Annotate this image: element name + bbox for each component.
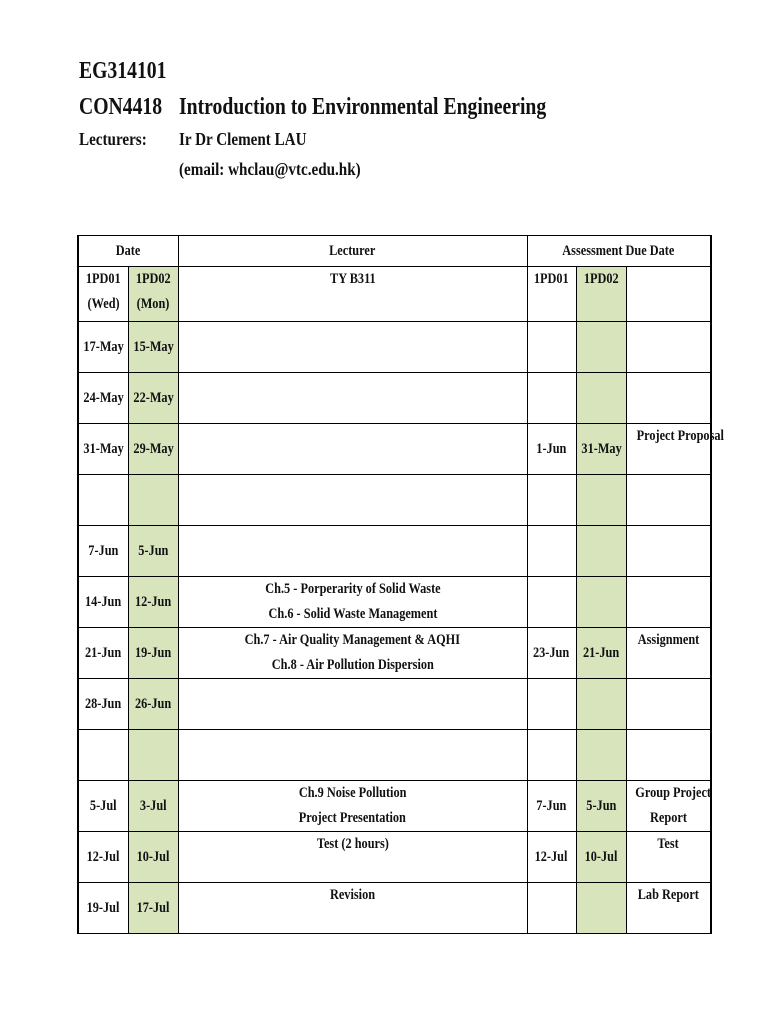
date-1pd02: 3-Jul	[139, 797, 167, 814]
course-code-1: EG314101	[79, 58, 167, 84]
date-1pd01: 19-Jul	[86, 899, 120, 916]
lecture-topic: Project Presentation	[298, 810, 407, 826]
assessment-item: Assignment	[637, 632, 700, 648]
date-1pd02: 22-May	[132, 389, 174, 406]
course-code-primary	[79, 58, 166, 85]
due-date-1pd01: 7-Jun	[536, 797, 567, 814]
group1-day: (Wed)	[87, 296, 120, 312]
date-1pd01: 21-Jun	[85, 644, 122, 661]
lecture-topic: Ch.5 - Porperarity of Solid Waste	[264, 581, 441, 597]
group1-label: 1PD01	[85, 271, 121, 287]
lecture-topic: Test (2 hours)	[316, 836, 389, 852]
date-1pd02: 12-Jun	[134, 593, 172, 610]
assessment-item: Report	[649, 810, 687, 826]
assessment-item: Test	[657, 836, 679, 852]
schedule-row	[78, 679, 711, 730]
date-1pd01: 12-Jul	[86, 848, 120, 865]
venue-label: TY B311	[329, 271, 376, 287]
assessment-item: Project Proposal	[636, 428, 724, 444]
due-date-1pd01: 1-Jun	[536, 440, 567, 457]
date-1pd02: 29-May	[132, 440, 174, 457]
due-date-1pd02: 5-Jun	[585, 797, 617, 814]
lecture-topic: Revision	[329, 887, 376, 903]
due-date-1pd02: 21-Jun	[582, 644, 620, 661]
assessment-item: Lab Report	[637, 887, 699, 903]
schedule-row	[78, 373, 711, 424]
due-date-1pd01: 23-Jun	[533, 644, 570, 661]
date-1pd01: 7-Jun	[88, 542, 119, 559]
schedule-row	[78, 424, 711, 475]
date-1pd02: 5-Jun	[137, 542, 169, 559]
due-date-1pd01: 12-Jul	[535, 848, 568, 865]
lecturer-header: Lecturer	[329, 242, 376, 259]
due-group1-label: 1PD01	[534, 271, 569, 287]
assessment-item: Group Project	[634, 785, 711, 801]
schedule-row	[78, 730, 711, 781]
lecturer-name: Ir Dr Clement LAU	[179, 129, 307, 149]
course-code-2: CON4418	[79, 94, 163, 120]
date-1pd01: 5-Jul	[89, 797, 117, 814]
due-date-1pd02: 31-May	[580, 440, 622, 457]
table-header-row	[78, 236, 711, 267]
date-1pd01: 14-Jun	[85, 593, 122, 610]
group2-label: 1PD02	[135, 271, 171, 287]
schedule-row	[78, 526, 711, 577]
date-1pd01: 17-May	[83, 338, 124, 355]
date-header: Date	[115, 242, 141, 259]
due-date-1pd02: 10-Jul	[584, 848, 618, 865]
lecture-topic: Ch.6 - Solid Waste Management	[268, 606, 437, 622]
date-1pd02: 26-Jun	[134, 695, 172, 712]
date-1pd01: 24-May	[83, 389, 124, 406]
schedule-row	[78, 577, 711, 628]
group2-day: (Mon)	[136, 296, 170, 312]
table-subheader-row	[78, 267, 711, 322]
date-1pd02: 10-Jul	[136, 848, 170, 865]
lecturer-email: (email: whclau@vtc.edu.hk)	[179, 159, 361, 179]
schedule-row	[78, 832, 711, 883]
lecturers-label: Lecturers:	[79, 129, 147, 149]
lecture-topic: Ch.8 - Air Pollution Dispersion	[271, 657, 434, 673]
date-1pd01: 31-May	[83, 440, 124, 457]
date-1pd02: 15-May	[132, 338, 174, 355]
schedule-row	[78, 883, 711, 934]
lecture-topic: Ch.7 - Air Quality Management & AQHI	[244, 632, 461, 648]
date-1pd02: 17-Jul	[136, 899, 170, 916]
schedule-row	[78, 475, 711, 526]
course-title: Introduction to Environmental Engineering	[179, 94, 547, 120]
date-1pd02: 19-Jun	[134, 644, 172, 661]
schedule-row	[78, 628, 711, 679]
date-1pd01: 28-Jun	[85, 695, 122, 712]
schedule-table	[77, 235, 724, 934]
schedule-row	[78, 322, 711, 373]
due-group2-label: 1PD02	[583, 271, 619, 287]
assessment-header: Assessment Due Date	[562, 242, 675, 259]
lecture-topic: Ch.9 Noise Pollution	[298, 785, 407, 801]
schedule-row	[78, 781, 711, 832]
